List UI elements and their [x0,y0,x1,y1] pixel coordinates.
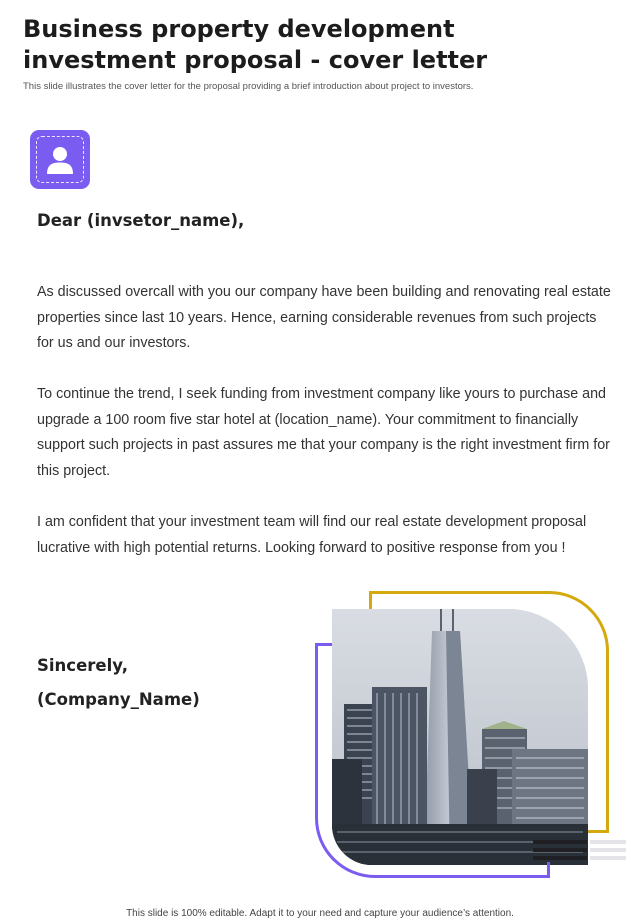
purple-frame-end-tick [547,862,550,878]
stripe-light-3 [590,856,626,860]
letter-greeting: Dear (invsetor_name), [37,211,245,230]
stripe-2 [533,848,587,852]
stripe-light-2 [590,848,626,852]
decorative-stripes-light [590,840,626,864]
footer-note: This slide is 100% editable. Adapt it to your need and capture your audience’s attention. [126,908,514,919]
page-title: Business property development investment proposal - cover letter [23,15,488,74]
stripe-light-1 [590,840,626,844]
avatar-frame [36,136,84,183]
letter-paragraph-2: To continue the trend, I seek funding from investment company like yours to purchase and upgrade a 100 room five star hotel at (location_name). Your commitment to financially support such projects in past assures me that your company is the right investment firm for this project. [37,386,610,479]
user-icon [46,145,74,175]
letter-paragraph-3: I am confident that your investment team will find our real estate development proposal lucrative with high potential returns. Looking forward to positive response from you ! [37,514,587,556]
page-subtitle: This slide illustrates the cover letter for the proposal providing a brief introduction about project to investors. [23,81,474,92]
stripe-1 [533,840,587,844]
decorative-stripes [533,840,587,864]
avatar [30,130,90,189]
letter-closing: Sincerely, [37,656,128,675]
stripe-3 [533,856,587,860]
city-skyline-photo [332,609,588,865]
letter-paragraph-1: As discussed overcall with you our company have been building and renovating real estate properties since last 10 years. Hence, earning considerable revenues from such projects for us and our investors. [37,284,611,351]
letter-signature: (Company_Name) [37,690,200,709]
skyline-illustration [332,609,588,865]
